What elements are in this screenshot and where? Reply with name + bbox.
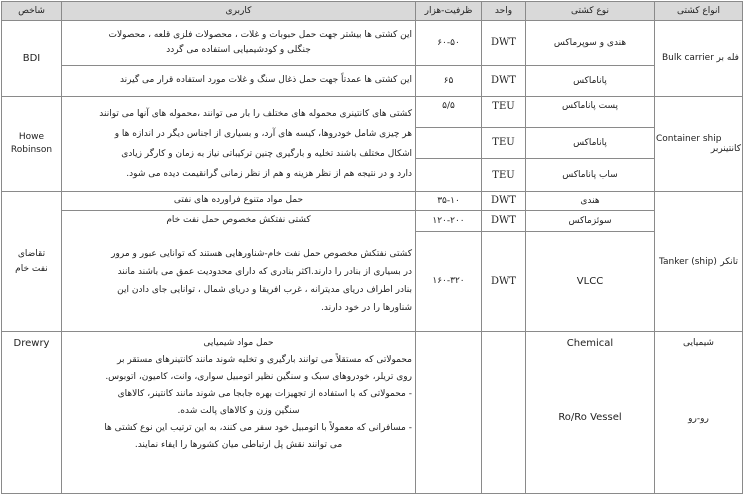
unit-tanker-handy: DWT bbox=[482, 192, 526, 211]
capacity-chemical-roro bbox=[416, 332, 482, 494]
category-container bbox=[655, 96, 743, 191]
capacity-tanker-vlcc: ۱۶۰-۳۲۰ bbox=[416, 231, 482, 332]
uses-line: روی تریلر، خودروهای سبک و سنگین نظیر اتومبیل سواری، وانت، کامیون، اتوبوس. bbox=[105, 372, 412, 383]
capacity-container-post-panamax: ۵/۵ bbox=[416, 96, 482, 127]
uses-line: در بسیاری از بنادر را دارند.اکثر بنادری که دارای محدودیت عمق می باشند مانند bbox=[117, 267, 412, 278]
index-howe-robinson bbox=[2, 96, 62, 191]
category-en: Container ship bbox=[656, 133, 722, 144]
category-fa: کانتینربر bbox=[710, 143, 741, 154]
capacity-container-sub-panamax bbox=[416, 158, 482, 191]
table-row bbox=[2, 332, 743, 494]
unit-tanker-suezmax: DWT bbox=[482, 210, 526, 231]
table-row bbox=[2, 21, 743, 66]
unit-container-post-panamax: TEU bbox=[482, 96, 526, 127]
category-fa: تانکر bbox=[720, 256, 738, 267]
header-row bbox=[2, 2, 743, 21]
category-fa: فله بر bbox=[716, 53, 739, 64]
capacity-container-panamax bbox=[416, 127, 482, 158]
unit-tanker-vlcc: DWT bbox=[482, 231, 526, 332]
uses-tanker-handy: حمل مواد متنوع فراورده های نفتی bbox=[62, 192, 416, 211]
uses-tanker-suezmax: کشتی نفتکش مخصوص حمل نفت خام bbox=[62, 210, 416, 231]
uses-line: سنگین وزن و کالاهای پالت شده. bbox=[177, 406, 300, 417]
uses-line: کشتی های کانتینری محموله های مختلف را بار می توانند ،محموله های آنها می توانند bbox=[99, 108, 412, 119]
category-tanker bbox=[655, 192, 743, 332]
unit-container-sub-panamax: TEU bbox=[482, 158, 526, 191]
capacity-tanker-suezmax: ۱۲۰-۲۰۰ bbox=[416, 210, 482, 231]
uses-line: هر چیزی شامل خودروها، کیسه های آرد، و بسیاری از اجناس دیگر در اندازه ها و bbox=[114, 128, 412, 139]
capacity-bulk-handy: ۶۰-۵۰ bbox=[416, 21, 482, 66]
type-tanker-vlcc: VLCC bbox=[526, 231, 655, 332]
category-en: Bulk carrier bbox=[662, 53, 714, 64]
index-bdi: BDI bbox=[2, 21, 62, 97]
uses-bulk-panamax: این کشتی ها عمدتاً جهت حمل ذغال سنگ و غلات مورد استفاده قرار می گیرند bbox=[62, 65, 416, 96]
uses-line: - مسافرانی که معمولاً با اتومبیل خود سفر می کنند، به این ترتیب این نوع کشتی ها bbox=[104, 423, 412, 434]
table-row bbox=[2, 65, 743, 96]
uses-line: می توانند نقش پل ارتباطی میان کشورها را ایفاء نمایند. bbox=[134, 440, 343, 451]
type-container-sub-panamax: ساب پاناماکس bbox=[526, 158, 655, 191]
uses-line: کشتی نفتکش مخصوص حمل نفت خام-شناورهایی هستند که توانایی عبور و مرور bbox=[111, 249, 412, 260]
index-crude-demand bbox=[2, 192, 62, 332]
table-row bbox=[2, 231, 743, 332]
table-row bbox=[2, 192, 743, 211]
uses-line: محمولاتی که مستقلاً می توانند بارگیری و تخلیه شوند مانند کانتینرهای مستقر بر bbox=[117, 355, 412, 366]
unit-chemical-roro bbox=[482, 332, 526, 494]
index-line: Howe bbox=[18, 131, 45, 142]
category-chemical: شیمیایی bbox=[683, 338, 714, 349]
uses-line: دارد و در نتیجه هم از نظر هزینه و هم از نظر زمانی گرانقیمت دیده می شود. bbox=[126, 168, 412, 179]
type-roro: Ro/Ro Vessel bbox=[558, 412, 622, 424]
uses-line: شناورها را در خود دارند. bbox=[321, 303, 412, 314]
uses-line: - محمولاتی که با استفاده از تجهیزات بهره جابجا می شوند مانند کانتینر، کالاهای bbox=[117, 389, 412, 400]
header-capacity: ظرفیت-هزار bbox=[416, 2, 482, 21]
unit-container-panamax: TEU bbox=[482, 127, 526, 158]
type-bulk-handy: هندی و سوپرماکس bbox=[526, 21, 655, 66]
index-line: تقاضای bbox=[17, 248, 46, 259]
index-line: Robinson bbox=[10, 144, 53, 155]
ship-types-table bbox=[1, 1, 743, 494]
uses-line: حمل مواد شیمیایی bbox=[203, 338, 274, 349]
type-chemical: Chemical bbox=[566, 338, 614, 350]
type-chemical-roro bbox=[526, 332, 655, 494]
table-row bbox=[2, 96, 743, 127]
index-line: نفت خام bbox=[15, 263, 48, 274]
uses-line: بنادر اطراف دریای مدیترانه ، غرب افریقا و دریای شمال ، توانایی جای دادن این bbox=[117, 285, 412, 296]
type-container-post-panamax: پست پاناماکس bbox=[526, 96, 655, 127]
uses-tanker-vlcc bbox=[62, 231, 416, 332]
header-category: انواع کشتی bbox=[655, 2, 743, 21]
header-index: شاخص bbox=[2, 2, 62, 21]
unit-bulk-panamax: DWT bbox=[482, 65, 526, 96]
category-en: Tanker (ship) bbox=[659, 256, 717, 267]
capacity-tanker-handy: ۳۵-۱۰ bbox=[416, 192, 482, 211]
category-chemical-roro bbox=[655, 332, 743, 494]
uses-line: این کشتی ها بیشتر جهت حمل حبوبات و غلات ، محصولات فلزی قلعه ، محصولات bbox=[108, 29, 412, 40]
header-unit: واحد bbox=[482, 2, 526, 21]
category-roro: رو-رو bbox=[688, 414, 709, 425]
table-row bbox=[2, 210, 743, 231]
index-drewry: Drewry bbox=[2, 332, 62, 494]
type-container-panamax: پاناماکس bbox=[526, 127, 655, 158]
uses-container bbox=[62, 96, 416, 191]
type-bulk-panamax: پاناماکس bbox=[526, 65, 655, 96]
uses-bulk-handy bbox=[62, 21, 416, 66]
uses-line: جنگلی و کودشیمیایی استفاده می گردد bbox=[166, 44, 311, 55]
uses-chemical-roro bbox=[62, 332, 416, 494]
type-tanker-handy: هندی bbox=[526, 192, 655, 211]
unit-bulk-handy: DWT bbox=[482, 21, 526, 66]
capacity-bulk-panamax: ۶۵ bbox=[416, 65, 482, 96]
header-ship-type: نوع کشتی bbox=[526, 2, 655, 21]
type-tanker-suezmax: سوئزماکس bbox=[526, 210, 655, 231]
category-bulk bbox=[655, 21, 743, 97]
uses-line: اشکال مختلف باشند تخلیه و بارگیری چنین ترکیباتی نیاز به زمان و کارگر زیادی bbox=[121, 148, 412, 159]
header-uses: کاربری bbox=[62, 2, 416, 21]
